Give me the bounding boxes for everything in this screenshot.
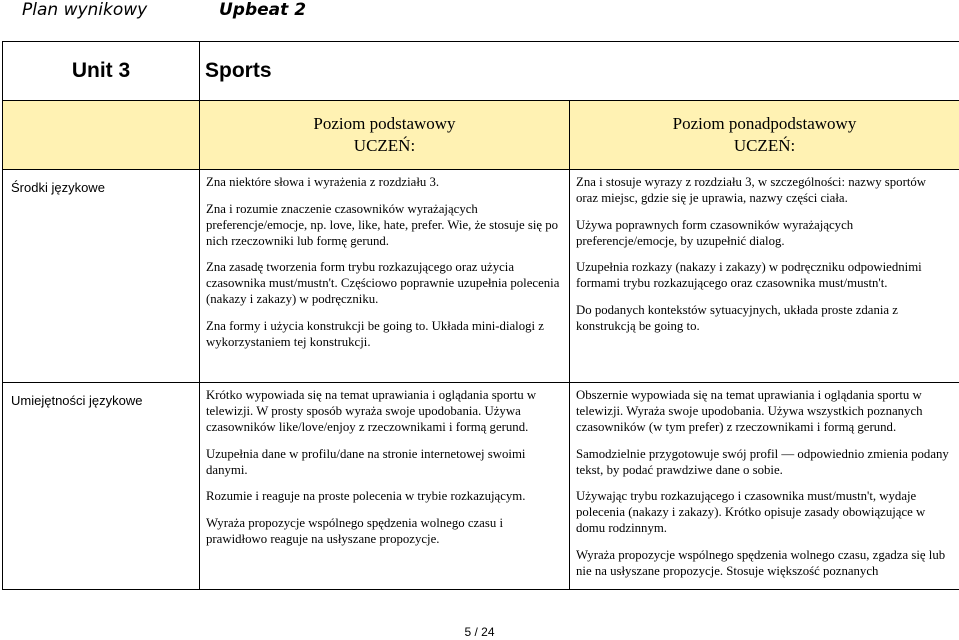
unit-row <box>3 42 959 101</box>
advanced-cell-language-skills <box>570 383 959 590</box>
levels-row <box>3 101 959 170</box>
advanced-item: Obszernie wypowiada się na temat uprawiania i oglądania sportu w telewizji. Wyraża swoje upodobania. Używa wszystkich poznanych czasowników (w tym prefer) z rzeczownikami i formą gerund. <box>576 388 923 434</box>
book-title: Upbeat 2 <box>219 0 307 20</box>
unit-title: Sports <box>200 42 959 101</box>
level-advanced-name: Poziom ponadpodstawowy <box>672 114 857 133</box>
level-basic-sub: UCZEŃ: <box>353 136 416 155</box>
level-basic-name: Poziom podstawowy <box>313 114 456 133</box>
advanced-item: Używa poprawnych form czasowników wyrażających preferencje/emocje, by uzupełnić dialog. <box>576 217 854 248</box>
advanced-item: Wyraża propozycje wspólnego spędzenia wolnego czasu, zgadza się lub nie na usłyszane propozycje. Stosuje większość poznanych <box>576 547 946 578</box>
basic-item: Krótko wypowiada się na temat uprawiania i oglądania sportu w telewizji. W prosty sposób wyraża swoje upodobania. Używa czasowników like/love/enjoy z rzeczownikami i formą gerund. <box>206 388 537 434</box>
row-label-language-means: Środki językowe <box>3 170 200 383</box>
level-basic-header <box>200 101 570 170</box>
basic-item: Rozumie i reaguje na proste polecenia w trybie rozkazującym. <box>206 489 526 503</box>
advanced-item: Do podanych kontekstów sytuacyjnych, układa proste zdania z konstrukcją be going to. <box>576 302 898 333</box>
levels-corner <box>3 101 200 170</box>
row-label-language-skills: Umiejętności językowe <box>3 383 200 590</box>
advanced-item: Zna i stosuje wyrazy z rozdziału 3, w szczególności: nazwy sportów oraz miejsc, gdzie się je uprawia, nazwy części ciała. <box>576 175 927 205</box>
basic-item: Zna zasadę tworzenia form trybu rozkazującego oraz użycia czasownika must/mustn't. Częściowo poprawnie uzupełnia polecenia (nakazy i zakazy) w podręczniku. <box>206 260 560 306</box>
row-language-skills <box>3 383 959 590</box>
basic-cell-language-skills <box>200 383 570 590</box>
advanced-cell-language-means <box>570 170 959 383</box>
basic-item: Zna i rozumie znaczenie czasowników wyrażających preferencje/emocje, np. love, like, hate, prefer. Wie, że stosuje się po nich rzeczowniki lub formę gerund. <box>206 201 559 248</box>
basic-item: Zna niektóre słowa i wyrażenia z rozdziału 3. <box>206 175 440 189</box>
advanced-item: Używając trybu rozkazującego i czasownika must/mustn't, wydaje polecenia (nakazy i zakazy). Krótko opisuje zasady obowiązujące w domu rodzinnym. <box>576 489 926 535</box>
level-advanced-sub: UCZEŃ: <box>733 136 796 155</box>
advanced-item: Samodzielnie przygotowuje swój profil — odpowiednio zmienia podany tekst, by podać prawdziwe dane o sobie. <box>576 446 949 477</box>
document-header <box>0 0 959 22</box>
row-language-means <box>3 170 959 383</box>
basic-item: Zna formy i użycia konstrukcji be going to. Układa mini-dialogi z wykorzystaniem tej konstrukcji. <box>206 318 544 349</box>
plan-table <box>2 41 959 590</box>
level-advanced-header <box>570 101 959 170</box>
basic-item: Uzupełnia dane w profilu/dane na stronie internetowej swoimi danymi. <box>206 446 526 477</box>
advanced-item: Uzupełnia rozkazy (nakazy i zakazy) w podręczniku odpowiednimi formami trybu rozkazującego oraz czasownika must/mustn't. <box>576 260 922 290</box>
page-number: 5 / 24 <box>464 625 495 639</box>
basic-item: Wyraża propozycje wspólnego spędzenia wolnego czasu i prawidłowo reaguje na usłyszane propozycje. <box>206 515 503 546</box>
basic-cell-language-means <box>200 170 570 383</box>
unit-label: Unit 3 <box>3 42 200 101</box>
plan-title: Plan wynikowy <box>22 0 148 20</box>
